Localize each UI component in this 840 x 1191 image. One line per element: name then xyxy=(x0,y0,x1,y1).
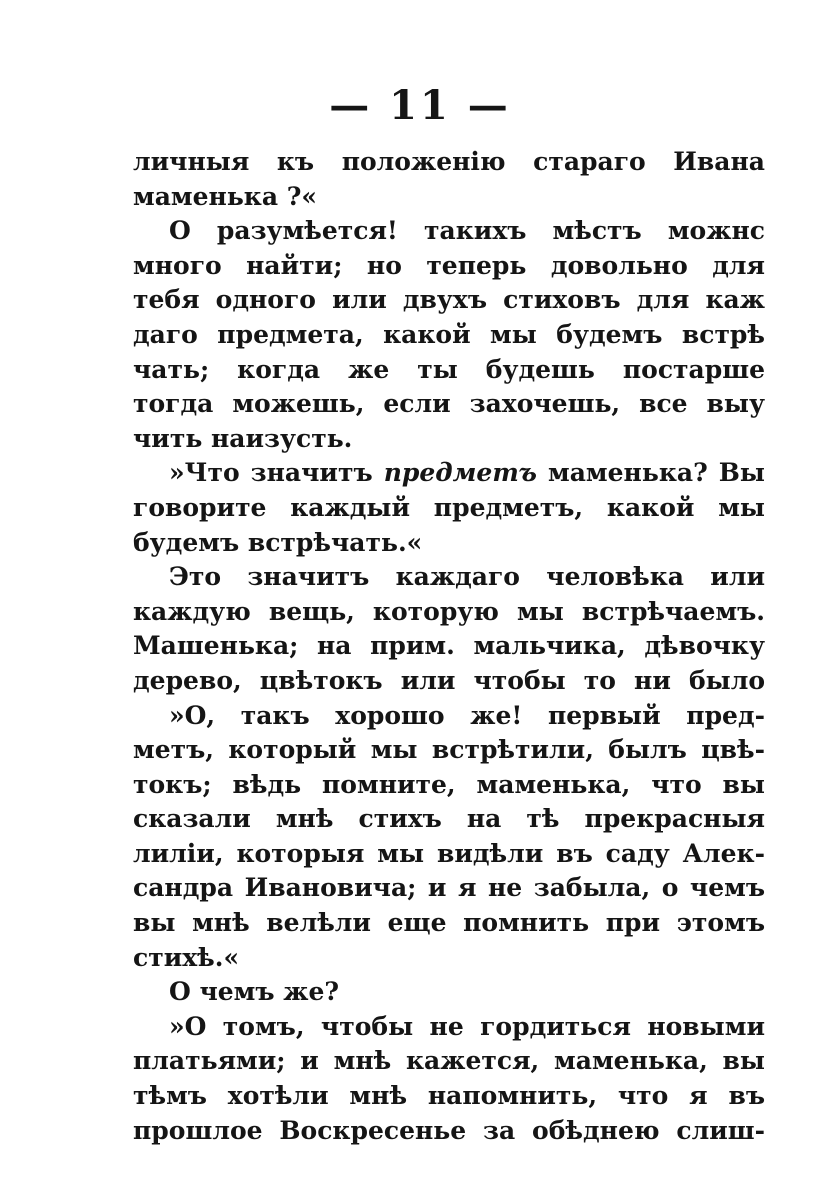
text-line: вы мнѣ велѣли еще помнить при этомъ xyxy=(133,908,765,938)
text-line: Это значитъ каждаго человѣка или xyxy=(169,562,765,592)
body-text xyxy=(133,145,765,1148)
text-line: О чемъ же? xyxy=(169,977,340,1007)
text-line: чать; когда же ты будешь постарше xyxy=(133,354,765,384)
text-fragment: маменька? Вы xyxy=(548,458,765,488)
text-line: платьями; и мнѣ кажется, маменька, вы xyxy=(133,1046,765,1076)
text-line: много найти; но теперь довольно для xyxy=(133,250,765,280)
text-line: сказали мнѣ стихъ на тѣ прекрасныя xyxy=(133,804,765,834)
text-line: будемъ встрѣчать.« xyxy=(133,527,423,557)
text-line: лиліи, которыя мы видѣли въ саду Алек- xyxy=(133,838,765,868)
text-line: О разумѣется! такихъ мѣстъ можнс xyxy=(169,216,765,246)
text-line: прошлое Воскресенье за обѣднею слиш- xyxy=(133,1115,765,1145)
text-fragment: »Что значитъ xyxy=(169,458,373,488)
text-line: чить наизусть. xyxy=(133,423,353,453)
text-line: даго предмета, какой мы будемъ встрѣ xyxy=(133,319,765,349)
text-line: говорите каждый предметъ, какой мы xyxy=(133,492,765,522)
text-line: тѣмъ хотѣли мнѣ напомнить, что я въ xyxy=(133,1081,765,1111)
text-line: метъ, который мы встрѣтили, былъ цвѣ- xyxy=(133,735,765,765)
text-line: каждую вещь, которую мы встрѣчаемъ. xyxy=(133,596,765,626)
text-line: тебя одного или двухъ стиховъ для каж xyxy=(133,285,765,315)
text-line: личныя къ положенію стараго Ивана xyxy=(133,147,765,176)
text-line: сандра Ивановича; и я не забыла, о чемъ xyxy=(133,873,765,903)
text-line: токъ; вѣдь помните, маменька, что вы xyxy=(133,769,765,799)
text-line xyxy=(133,456,765,491)
text-line: »О томъ, чтобы не гордиться новыми xyxy=(169,1011,765,1041)
emphasized-word: предметъ xyxy=(383,458,537,488)
text-line: стихѣ.« xyxy=(133,942,240,972)
text-line: маменька ?« xyxy=(133,181,318,211)
page-number-header: — 11 — xyxy=(329,82,511,129)
text-line: »О, такъ хорошо же! первый пред- xyxy=(169,700,765,730)
text-line: тогда можешь, если захочешь, все выу xyxy=(133,389,765,419)
text-line: дерево, цвѣтокъ или чтобы то ни было xyxy=(133,665,765,695)
text-line: Машенька; на прим. мальчика, дѣвочку xyxy=(133,631,765,661)
